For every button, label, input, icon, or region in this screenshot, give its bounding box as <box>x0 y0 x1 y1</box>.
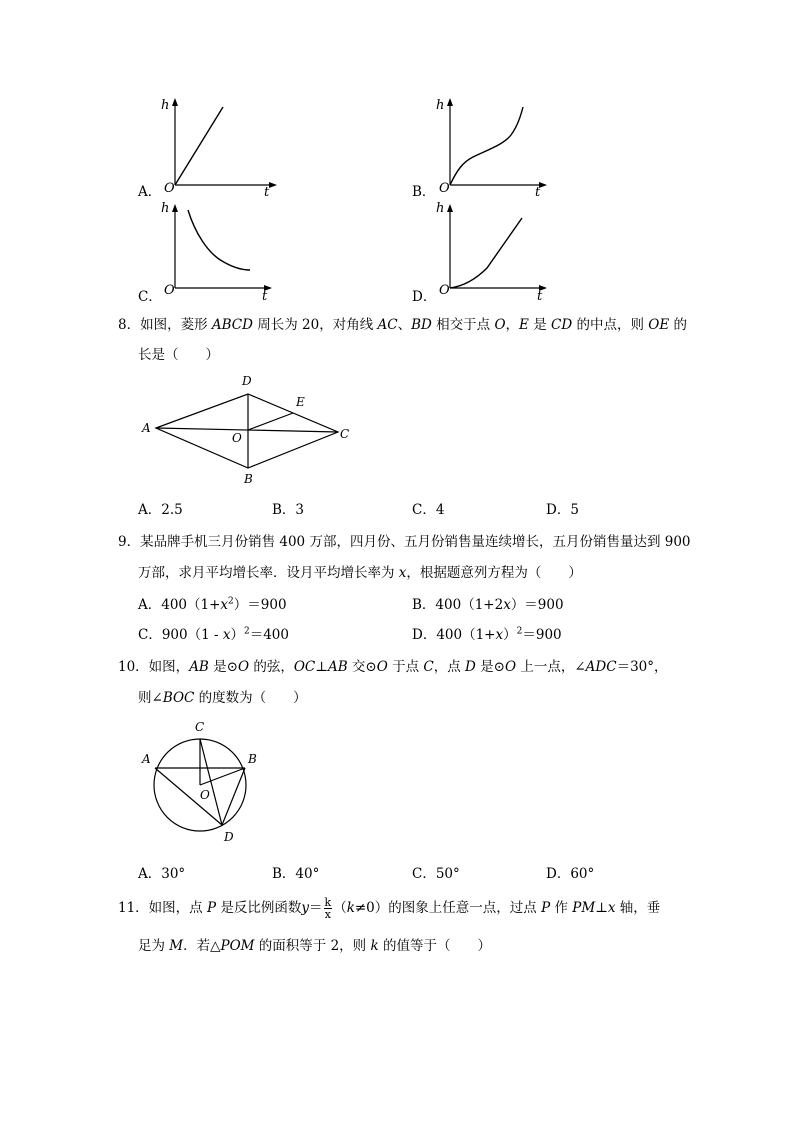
circle-label-a: A <box>142 752 151 766</box>
q9-line2: 万部，求月平均增长率．设月平均增长率为 x，根据题意列方程为（ ） <box>138 565 582 581</box>
circle-label-c: C <box>195 720 205 734</box>
q10-option-a: A．30° <box>138 866 186 882</box>
q10-line1: 10．如图，AB 是⊙O 的弦，OC⊥AB 交⊙O 于点 C，点 D 是⊙O 上一点，∠ADC＝30°， <box>118 659 668 675</box>
graph-a-xlabel: t <box>264 185 270 200</box>
q10-line2: 则∠BOC 的度数为（ ） <box>138 690 307 706</box>
graph-d <box>425 198 565 303</box>
graph-a-origin: O <box>164 181 175 196</box>
circle-label-d: D <box>224 830 234 844</box>
option-c-label: C． <box>138 289 162 305</box>
q9-option-c: C．900（1 - x）$^2$＝400 <box>138 626 289 643</box>
graph-d-origin: O <box>439 283 450 298</box>
rhombus-label-a: A <box>142 421 151 435</box>
q10-option-d: D．60° <box>546 866 595 882</box>
q9-option-b: B．400（1+2x）＝900 <box>412 597 564 613</box>
graph-b-ylabel: h <box>436 98 445 113</box>
q8-option-b: B．3 <box>272 502 305 518</box>
graph-c-ylabel: h <box>161 201 170 216</box>
rhombus-label-c: C <box>340 427 350 441</box>
q8-line2: 长是（ ） <box>138 347 219 363</box>
q8-option-d: D．5 <box>546 502 579 518</box>
graph-a-ylabel: h <box>161 98 170 113</box>
circle-label-o: O <box>200 788 210 802</box>
graph-c-origin: O <box>164 283 175 298</box>
option-b-label: B． <box>412 184 436 200</box>
circle-figure <box>138 715 268 850</box>
graph-d-ylabel: h <box>436 201 445 216</box>
graph-b-xlabel: t <box>535 185 541 200</box>
graph-a <box>150 95 290 200</box>
q9-line1: 9．某品牌手机三月份销售 400 万部，四月份、五月份销售量连续增长，五月份销售量达到 900 <box>118 534 691 550</box>
rhombus-figure <box>138 370 358 490</box>
graph-d-xlabel: t <box>537 289 543 304</box>
rhombus-label-b: B <box>244 472 253 486</box>
option-a-label: A． <box>138 184 162 200</box>
q9-option-a: A．$400(1+x^2)=900$ <box>138 596 287 613</box>
q8-line1: 8．如图，菱形 ABCD 周长为 20，对角线 AC、BD 相交于点 O，E 是 CD 的中点，则 OE 的 <box>118 317 687 333</box>
graph-b <box>425 95 565 200</box>
q11-line1: 11．如图，点 P 是反比例函数y＝ $\frac{k}{x}$ （k≠0）的图象上任意一点，过点 P 作 PM⊥x 轴，垂 <box>118 896 661 921</box>
q10-option-c: C．50° <box>412 866 460 882</box>
q11-line2: 足为 M．若△POM 的面积等于 2，则 k 的值等于（ ） <box>138 938 491 954</box>
rhombus-label-e: E <box>296 395 305 409</box>
option-d-label: D． <box>412 289 437 305</box>
rhombus-label-d: D <box>242 374 252 388</box>
q8-option-c: C．4 <box>412 502 445 518</box>
fraction-k-over-x: $\frac{k}{x}$ <box>324 896 332 921</box>
graph-b-origin: O <box>439 181 450 196</box>
q10-option-b: B．40° <box>272 866 320 882</box>
graph-c-xlabel: t <box>262 289 268 304</box>
q9-option-d: D．$400(1+x)^2=900$ <box>412 626 562 643</box>
graph-c <box>150 198 290 303</box>
q8-option-a: A．2.5 <box>138 502 183 518</box>
circle-label-b: B <box>248 752 257 766</box>
rhombus-label-o: O <box>232 431 242 445</box>
